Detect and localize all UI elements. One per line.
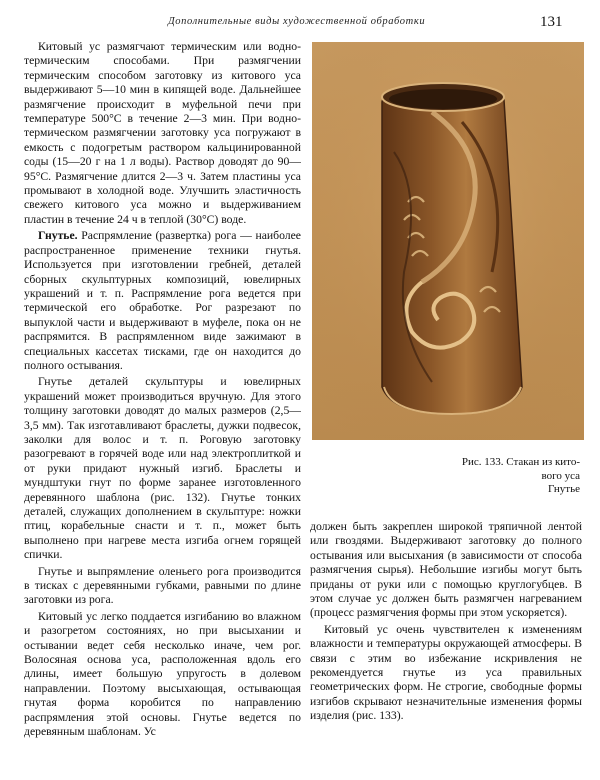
running-head (0, 12, 600, 34)
caption-line: вого уса (541, 469, 580, 482)
paragraph: Китовый ус размягчают термическим или водно-термическим способами. При размягчении термическим способом заготовку из китового уса выдерживают 5—10 мин в кипящей воде. Дальнейшее размягчение происходит в муфельной печи при температуре 500°С в течение 2—3 мин. При водно-термическом размягчении заготовку уса погружают в емкость с подогретым раствором кальцинированной соды (15—20 г на 1 л воды). Раствор доводят до 90—95°С. Размягчение длится 2—3 ч. Затем пластины уса промывают в холодной воде. Улучшить эластичность свежего китового уса можно и выдерживанием пластин в течение 24 ч в теплой (30°С) воде. (24, 40, 301, 226)
paragraph: должен быть закреплен широкой тряпичной лентой или гвоздями. Выдерживают заготовку до полного остывания или высыхания (в зависимости от способа размягчения сырья). Небольшие изгибы могут быть приданы от руки или с помощью круглогубцев. В этом случае ус должен быть размягчен нагреванием (процесс размягчения формы при этом ускоряется). (310, 520, 582, 620)
paragraph: Гнутье деталей скульптуры и ювелирных украшений может производиться вручную. Для этого толщину заготовки доводят до малых размеров (2,5—3,5 мм). Так изготавливают браслеты, дужки подвесок, заколки для волос и т. п. Роговую заготовку разогревают в горячей воде или над электроплиткой и от руки придают нужный изгиб. Браслеты и мундштуки гнут по форме заранее изготовленного деревянного шаблона (рис. 132). Гнутье тонких деталей, служащих дополнением в скульптуре: ножки птиц, корабельные снасти и т. п., может быть выполнено при нагреве места изгиба огнем горящей спички. (24, 375, 301, 562)
running-title: Дополнительные виды художественной обработки (168, 16, 426, 27)
page-number: 131 (540, 14, 563, 30)
caption-line: Рис. 133. Стакан из кито- (461, 456, 580, 468)
paragraph-text: Распрямление (развертка) рога — наиболее распространенное применение техники гнутья. Используется при изготовлении гребней, деталей сборных скульптурных композиций, ювелирных украшений и т. п. Распрямление рога ведется при термической его обработке. Рог разрезают по выпуклой части и выдерживают в муфеле, пока он не распрямится. В распрямленном виде зажимают в специальных кассетах тисками, где он находится до полного остывания. (24, 229, 301, 372)
figure-caption (420, 456, 580, 497)
paragraph (24, 229, 301, 373)
paragraph: Китовый ус очень чувствителен к изменениям влажности и температуры окружающей атмосферы. В связи с этим во избежание искривления не рекомендуется гнутье из уса правильных геометрических форм. Не строгие, свободные формы изгибов скрывают незначительные изменения формы изделия (рис. 133). (310, 622, 582, 723)
caption-line: Гнутье (547, 483, 580, 495)
paragraph: Гнутье и выпрямление оленьего рога производится в тисках с деревянными губками, равными по длине заготовки из рога. (24, 564, 301, 607)
carved-cup-illustration (312, 42, 584, 440)
left-text-column (24, 40, 301, 770)
run-in-heading: Гнутье. (38, 229, 78, 243)
right-text-column (310, 520, 582, 770)
figure-photo-whalebone-cup (312, 42, 584, 440)
paragraph: Китовый ус легко поддается изгибанию во влажном и разогретом состояниях, но при высыхании и остывании ведет себя несколько иначе, чем рог. Волосяная основа уса, расположенная вдоль его длины, имеет большую упругость в долевом направлении. Поэтому высыхающая, остывающая гнутая форма коробится по направлению распрямления этой основы. Гнутье ведется по деревянным шаблонам. Ус (24, 609, 301, 739)
